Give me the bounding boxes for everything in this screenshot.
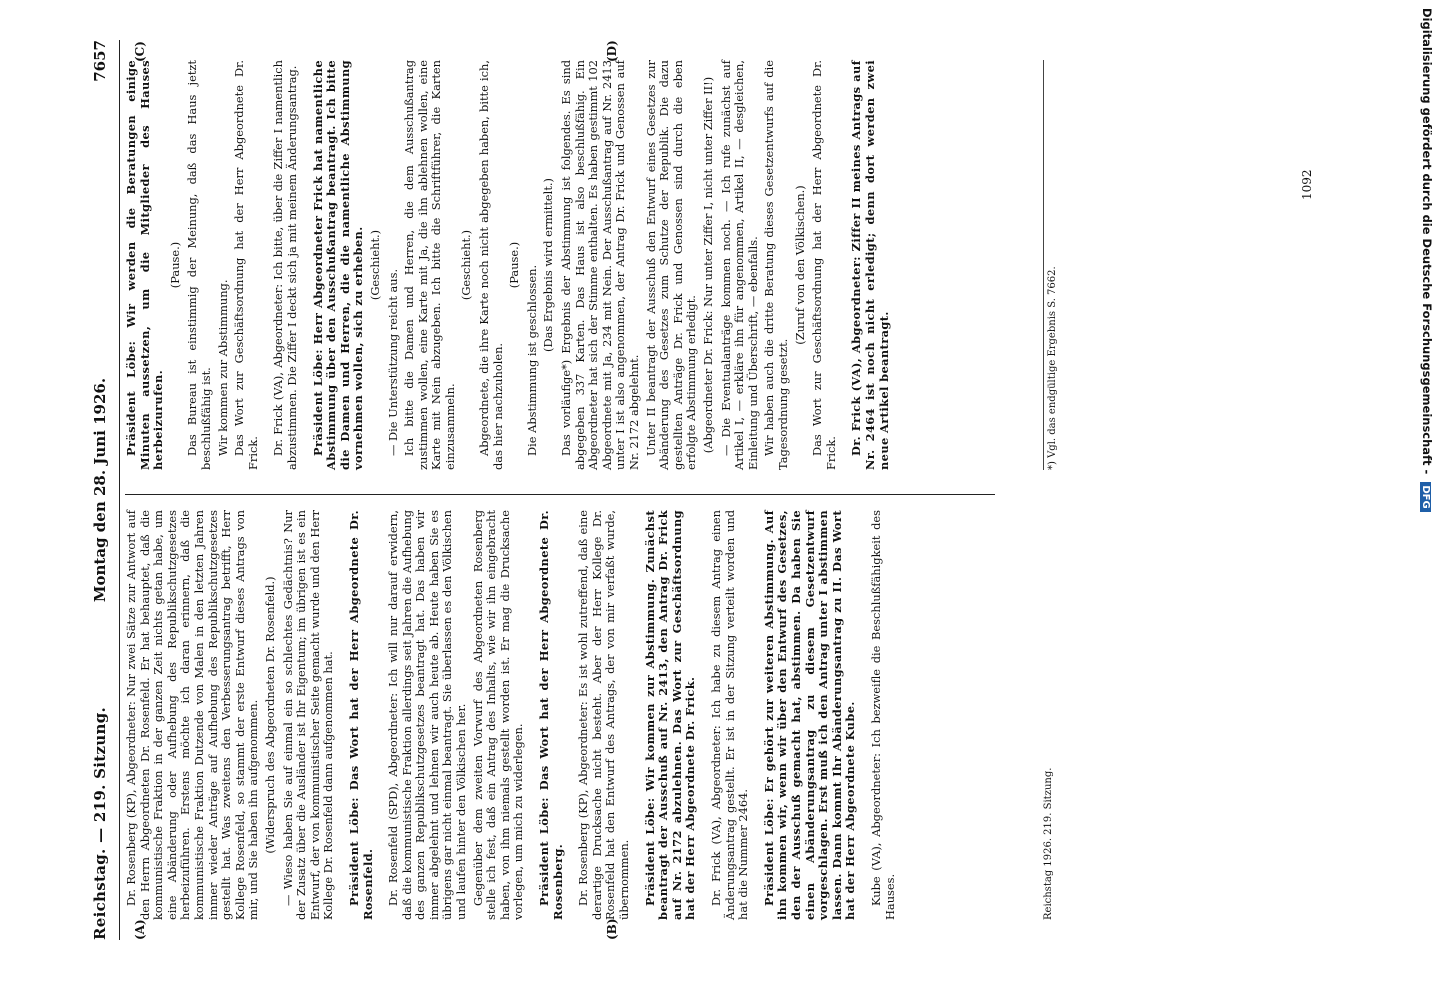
paragraph: Dr. Frick (VA), Abgeordneter: Ich habe zu diesem Antrag einen Änderungsantrag gestellt. Er ist in der Sitzung verteilt worden und hat die Nummer 2464. bbox=[708, 510, 751, 920]
interjection: (Geschieht.) bbox=[367, 229, 382, 301]
paragraph: Dr. Rosenberg (KP), Abgeordneter: Es ist wohl zutreffend, daß eine derartige Drucksache nicht besteht. Aber der Herr Kollege Dr. Rosenfeld hat den Entwurf des Antrags, der von mir verfaßt wurde, übernommen. bbox=[576, 510, 631, 920]
paragraph: Das Wort zur Geschäftsordnung hat der Herr Abgeordnete Dr. Frick. bbox=[810, 60, 838, 470]
dfg-logo: DFG bbox=[1420, 482, 1431, 511]
margin-marker-a: (A) bbox=[133, 919, 147, 940]
paragraph: Das Bureau ist einstimmig der Meinung, daß das Haus jetzt beschlußfähig ist. bbox=[185, 60, 213, 470]
president-statement: Präsident Löbe: Wir kommen zur Abstimmung. Zunächst beantragt der Ausschuß auf Nr. 2413, den Antrag Dr. Frick auf Nr. 2172 abzulehnen. Das Wort zur Geschäftsordnung hat der Herr Abgeordnete Dr. Frick. bbox=[642, 510, 698, 920]
left-footer: Reichstag 1926. 219. Sitzung. bbox=[1043, 767, 1054, 920]
bottom-page-number: 1092 bbox=[1300, 169, 1314, 200]
interjection: (Zuruf von den Völkischen.) bbox=[792, 185, 807, 345]
column-divider bbox=[125, 494, 995, 495]
paragraph: Ich bitte die Damen und Herren, die dem Ausschußantrag zustimmen wollen, eine Karte mit Ja, die ihn ablehnen wollen, eine Karte mit Nein abzugeben. Ich bitte die Schriftführer, die Karten einzusammeln. bbox=[402, 60, 457, 470]
margin-marker-c: (C) bbox=[133, 41, 147, 62]
paragraph: — Wieso haben Sie auf einmal ein so schlechtes Gedächtnis? Nur der Zusatz über die Ausländer ist Ihr Eigentum; im übrigen ist es ein Entwurf, der von kommunistischer Seite gemacht wurde und den Herr Kollege Dr. Rosenfeld dann aufgenommen hat. bbox=[280, 510, 336, 920]
page-header bbox=[85, 40, 120, 940]
president-statement: Präsident Löbe: Herr Abgeordneter Frick hat namentliche Abstimmung über den Ausschußantrag beantragt. Ich bitte die Damen und Herren, die die namentliche Abstimmung vornehmen wollen, sich zu erheben. bbox=[310, 60, 366, 470]
header-session: Reichstag. — 219. Sitzung. bbox=[91, 706, 109, 940]
paragraph: — Die Eventualanträge kommen noch. — Ich rufe zunächst auf Artikel I, — erkläre ihn für angenommen, Artikel II, — desgleichen, Einleitung und Überschrift, — ebenfalls. bbox=[718, 60, 760, 470]
footnote: *) Vgl. das endgültige Ergebnis S. 7662. bbox=[1043, 60, 1058, 470]
interjection: (Das Ergebnis wird ermittelt.) bbox=[541, 178, 556, 352]
dfg-sidebar bbox=[1418, 8, 1434, 998]
interjection: (Pause.) bbox=[507, 241, 522, 289]
paragraph: Die Abstimmung ist geschlossen. bbox=[524, 264, 539, 456]
header-date: Montag den 28. Juni 1926. bbox=[91, 377, 109, 603]
paragraph: Gegenüber dem zweiten Vorwurf des Abgeordneten Rosenberg stelle ich fest, daß ein Antrag des Inhalts, wie wir ihn eingebracht haben, von ihm niemals gestellt worden ist. Er mag die Drucksache vorlegen, um mich zu widerlegen. bbox=[470, 510, 526, 920]
paragraph: Abgeordnete, die ihre Karte noch nicht abgegeben haben, bitte ich, das hier nachzuholen. bbox=[477, 60, 505, 470]
rotated-protocol-page bbox=[85, 40, 1415, 940]
interjection: (Abgeordneter Dr. Frick: Nur unter Ziffer I, nicht unter Ziffer II!) bbox=[700, 76, 715, 454]
speaker-statement: Dr. Frick (VA), Abgeordneter: Ziffer II meines Antrags auf Nr. 2464 ist noch nicht erledigt; denn dort werden zwei neue Artikel beantragt. bbox=[849, 60, 891, 470]
paragraph: Dr. Frick (VA), Abgeordneter: Ich bitte, über die Ziffer I namentlich abzustimmen. Die Ziffer I deckt sich ja mit meinem Änderungsantrag. bbox=[271, 60, 299, 470]
president-statement: Präsident Löbe: Das Wort hat der Herr Abgeordnete Dr. Rosenfeld. bbox=[346, 510, 375, 920]
margin-marker-b: (B) bbox=[605, 918, 619, 940]
interjection: (Geschieht.) bbox=[459, 229, 474, 301]
paragraph: Das vorläufige*) Ergebnis der Abstimmung ist folgendes. Es sind abgegeben 337 Karten. Das Haus ist also beschlußfähig. Ein Abgeordneter hat sich der Stimme enthalten. Es haben gestimmt 102 Abgeordnete mit Ja, 234 mit Nein. Der Ausschußantrag auf Nr. 2413 unter I ist also angenommen, der Antrag Dr. Frick und Genossen auf Nr. 2172 abgelehnt. bbox=[559, 60, 641, 470]
paragraph: Unter II beantragt der Ausschuß den Entwurf eines Gesetzes zur Abänderung des Gesetzes zum Schutze der Republik. Die dazu gestellten Anträge Dr. Frick und Genossen sind durch die eben erfolgte Abstimmung erledigt. bbox=[643, 60, 699, 470]
paragraph: Wir kommen zur Abstimmung. bbox=[215, 279, 230, 456]
paragraph: Dr. Rosenberg (KP), Abgeordneter: Nur zwei Sätze zur Antwort auf den Herrn Abgeordneten Dr. Rosenfeld. Er hat behauptet, daß die kommunistische Fraktion in der ganzen Zeit nichts getan habe, um eine Abänderung oder Aufhebung des Republikschutzgesetzes herbeizuführen. Erstens möchte ich daran erinnern, daß die kommunistische Fraktion Dutzende von Malen in den letzten Jahren immer wieder Anträge auf Aufhebung des Republikschutzgesetzes gestellt hat. Was zweitens den Verbesserungsantrag betrifft, Herr Kollege Rosenfeld, so stammt der erste Entwurf dieses Antrags von mir, und Sie haben ihn aufgenommen. bbox=[124, 510, 261, 920]
interjection: (Widerspruch des Abgeordneten Dr. Rosenfeld.) bbox=[262, 576, 277, 854]
paragraph: Dr. Rosenfeld (SPD), Abgeordneter: Ich will nur darauf erwidern, daß die kommunistische Fraktion allerdings seit Jahren die Aufhebung des ganzen Republikschutzgesetzes beantragt hat. Das haben wir immer abgelehnt und lehnen wir auch heute ab. Heute haben Sie es übrigens gar nicht einmal beantragt. Sie überlassen es den Völkischen und laufen hinter den Völkischen her. bbox=[386, 510, 469, 920]
left-column bbox=[125, 510, 900, 920]
right-column bbox=[125, 60, 894, 470]
paragraph: Das Wort zur Geschäftsordnung hat der Herr Abgeordnete Dr. Frick. bbox=[232, 60, 260, 470]
header-page-number: 7657 bbox=[91, 40, 109, 82]
margin-marker-d: (D) bbox=[605, 40, 619, 62]
president-statement: Präsident Löbe: Das Wort hat der Herr Abgeordnete Dr. Rosenberg. bbox=[537, 510, 565, 920]
president-statement: Präsident Löbe: Wir werden die Beratungen einige Minuten aussetzen, um die Mitglieder des Hauses herbeizurufen. bbox=[124, 60, 166, 470]
paragraph: Wir haben auch die dritte Beratung dieses Gesetzentwurfs auf die Tagesordnung gesetzt. bbox=[762, 60, 790, 470]
paragraph: Kube (VA), Abgeordneter: Ich bezweifle die Beschlußfähigkeit des Hauses. bbox=[868, 510, 897, 920]
paragraph: — Die Unterstützung reicht aus. bbox=[385, 268, 400, 456]
president-statement: Präsident Löbe: Er gehört zur weiteren Abstimmung. Auf ihn kommen wir, wenn wir über den Entwurf des Gesetzes, den der Ausschuß gemacht hat, abstimmen. Da haben Sie einen Abänderungsantrag zu diesem Gesetzentwurf vorgeschlagen. Erst muß ich den Antrag unter I abstimmen lassen. Dann kommt Ihr Abänderungsantrag zu II. Das Wort hat der Herr Abgeordnete Kube. bbox=[761, 510, 858, 920]
dfg-credit-text: Digitalisierung gefördert durch die Deutsche Forschungsgemeinschaft - bbox=[1420, 8, 1434, 475]
interjection: (Pause.) bbox=[167, 241, 182, 289]
